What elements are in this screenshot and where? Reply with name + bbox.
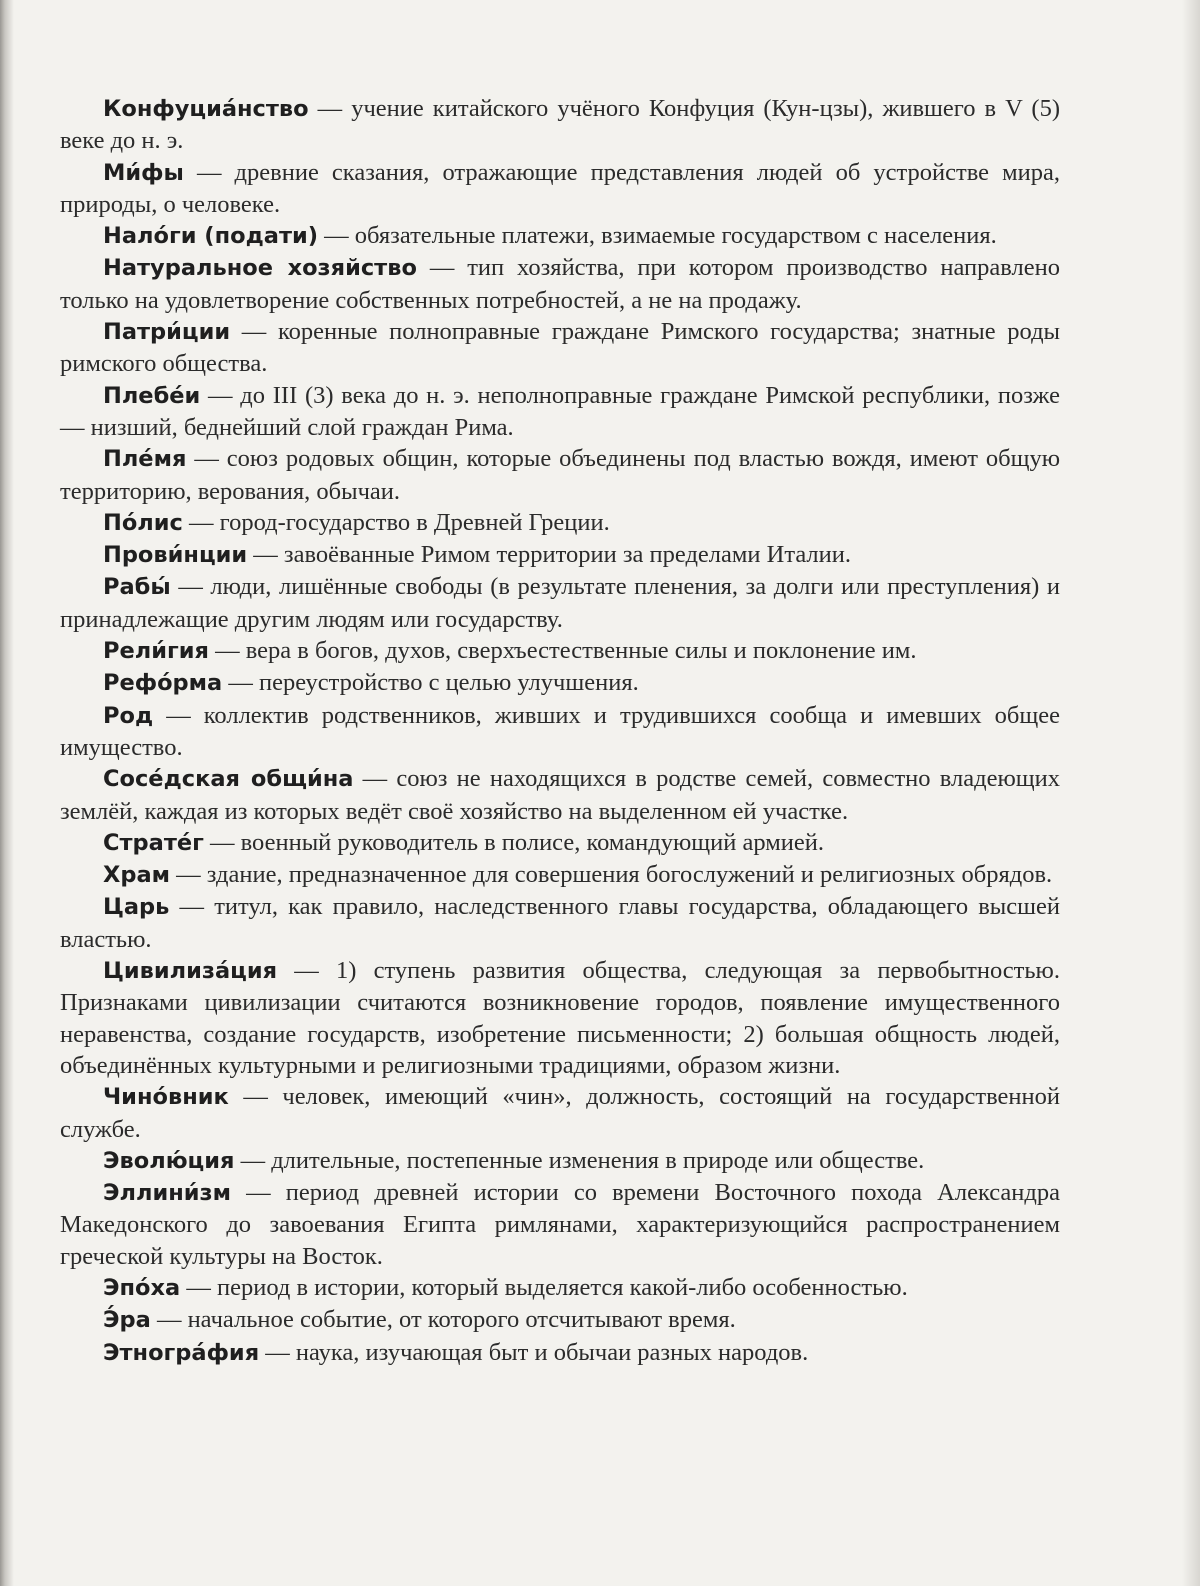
glossary-entry (60, 1272, 1060, 1304)
glossary-entry (60, 443, 1060, 507)
glossary-term: Ми́фы (103, 159, 184, 186)
glossary-entry (60, 955, 1060, 1081)
glossary-term: Натуральное хозяйство (103, 255, 417, 282)
glossary-definition: — тип хозяйства, при котором производство направлено только на удовлетворение собственных потребностей, а не на продажу. (60, 254, 1060, 314)
glossary-definition: — вера в богов, духов, сверхъестественные силы и поклонение им. (208, 637, 917, 665)
glossary-term: Цивилиза́ция (103, 958, 278, 985)
glossary-definition: — город-государство в Древней Греции. (182, 508, 610, 536)
glossary-definition: — завоёванные Римом территории за пределами Италии. (247, 541, 851, 569)
glossary-definition: — учение китайского учёного Конфуция (Кун-цзы), жившего в V (5) веке до н. э. (60, 95, 1060, 155)
page-edge-shadow-right (1182, 0, 1200, 1586)
glossary-entry (60, 827, 1060, 859)
glossary-entry (60, 316, 1060, 380)
glossary-term: Страте́г (103, 829, 204, 856)
glossary-term: Царь (103, 894, 170, 921)
page-edge-shadow (0, 0, 14, 1586)
glossary-definition: — коллектив родственников, живших и трудившихся сообща и имевших общее имущество. (60, 701, 1060, 761)
glossary-term: Этногра́фия (103, 1339, 260, 1366)
glossary-term: Пле́мя (103, 446, 187, 473)
glossary-entry (60, 635, 1060, 667)
glossary-definition: — человек, имеющий «чин», должность, состоящий на государственной службе. (60, 1083, 1060, 1143)
glossary-definition: — титул, как правило, наследственного главы государства, обладающего высшей властью. (60, 893, 1060, 953)
glossary-definition: — военный руководитель в полисе, командующий армией. (203, 828, 824, 856)
glossary-term: Чино́вник (103, 1084, 229, 1111)
glossary-entry (60, 380, 1060, 444)
glossary-term: Прови́нции (103, 542, 248, 569)
glossary-entry (60, 1145, 1060, 1177)
glossary-entry (60, 157, 1060, 221)
glossary-entry (60, 571, 1060, 635)
glossary-definition: — здание, предназначенное для совершения богослужений и религиозных обрядов. (170, 861, 1053, 889)
glossary-entry (60, 93, 1060, 157)
glossary-entry (60, 859, 1060, 891)
glossary-entry (60, 700, 1060, 764)
glossary-entry (60, 1177, 1060, 1272)
glossary-definition: — обязательные платежи, взимаемые государством с населения. (318, 222, 997, 250)
glossary-entry (60, 1337, 1060, 1369)
glossary-entry (60, 507, 1060, 539)
glossary-term: Эпо́ха (103, 1274, 181, 1301)
glossary-definition: — союз родовых общин, которые объединены под властью вождя, имеют общую территорию, верования, обычаи. (60, 445, 1060, 505)
glossary-definition: — начальное событие, от которого отсчитывают время. (150, 1306, 736, 1334)
glossary-term: Эволю́ция (103, 1147, 235, 1174)
glossary-definition: — коренные полноправные граждане Римского государства; знатные роды римского общества. (60, 318, 1060, 378)
glossary-term: Э́ра (103, 1307, 151, 1334)
glossary-entry (60, 220, 1060, 252)
glossary-definition: — период древней истории со времени Восточного похода Александра Македонского до завоевания Египта римлянами, характеризующийся распространением греческой культуры на Восток. (60, 1179, 1060, 1270)
glossary-entry (60, 763, 1060, 827)
glossary-term: По́лис (103, 509, 183, 536)
glossary-entry (60, 891, 1060, 955)
glossary-term: Эллини́зм (103, 1180, 232, 1207)
glossary-entry (60, 539, 1060, 571)
glossary-entry (60, 667, 1060, 699)
glossary-definition: — длительные, постепенные изменения в природе или обществе. (234, 1146, 925, 1174)
glossary-term: Конфуциа́нство (103, 96, 309, 122)
glossary-definition: — древние сказания, отражающие представления людей об устройстве мира, природы, о человеке. (60, 158, 1060, 218)
glossary-entry (60, 1081, 1060, 1145)
glossary-definition: — до III (3) века до н. э. неполноправные граждане Римской республики, позже — низший, беднейший слой граждан Рима. (60, 381, 1060, 441)
glossary-term: Сосе́дская общи́на (103, 766, 354, 793)
glossary-definition: — 1) ступень развития общества, следующая за первобытностью. Признаками цивилизации считаются возникновение городов, появление имущественного неравенства, создание государств, изобретение письменности; 2) большая общность людей, объединённых культурными и религиозными традициями, образом жизни. (60, 957, 1060, 1079)
glossary-term: Патри́ции (103, 319, 231, 346)
glossary-definition: — люди, лишённые свободы (в результате пленения, за долги или преступления) и принадлежащие другим людям или государству. (60, 573, 1060, 633)
glossary-term: Нало́ги (подати) (103, 223, 319, 250)
glossary-entry (60, 1304, 1060, 1336)
glossary (60, 93, 1060, 1369)
glossary-entry (60, 252, 1060, 316)
glossary-definition: — период в истории, который выделяется какой-либо особенностью. (180, 1273, 908, 1301)
glossary-term: Род (103, 702, 154, 729)
glossary-term: Храм (103, 862, 171, 889)
glossary-term: Рабы́ (103, 574, 171, 601)
glossary-term: Рели́гия (103, 638, 209, 665)
glossary-definition: — наука, изучающая быт и обычаи разных народов. (259, 1338, 809, 1366)
glossary-term: Рефо́рма (103, 670, 223, 697)
glossary-definition: — переустройство с целью улучшения. (222, 669, 639, 697)
glossary-definition: — союз не находящихся в родстве семей, совместно владеющих землёй, каждая из которых ведёт своё хозяйство на выделенном ей участке. (60, 765, 1060, 825)
glossary-term: Плебе́и (103, 382, 201, 409)
